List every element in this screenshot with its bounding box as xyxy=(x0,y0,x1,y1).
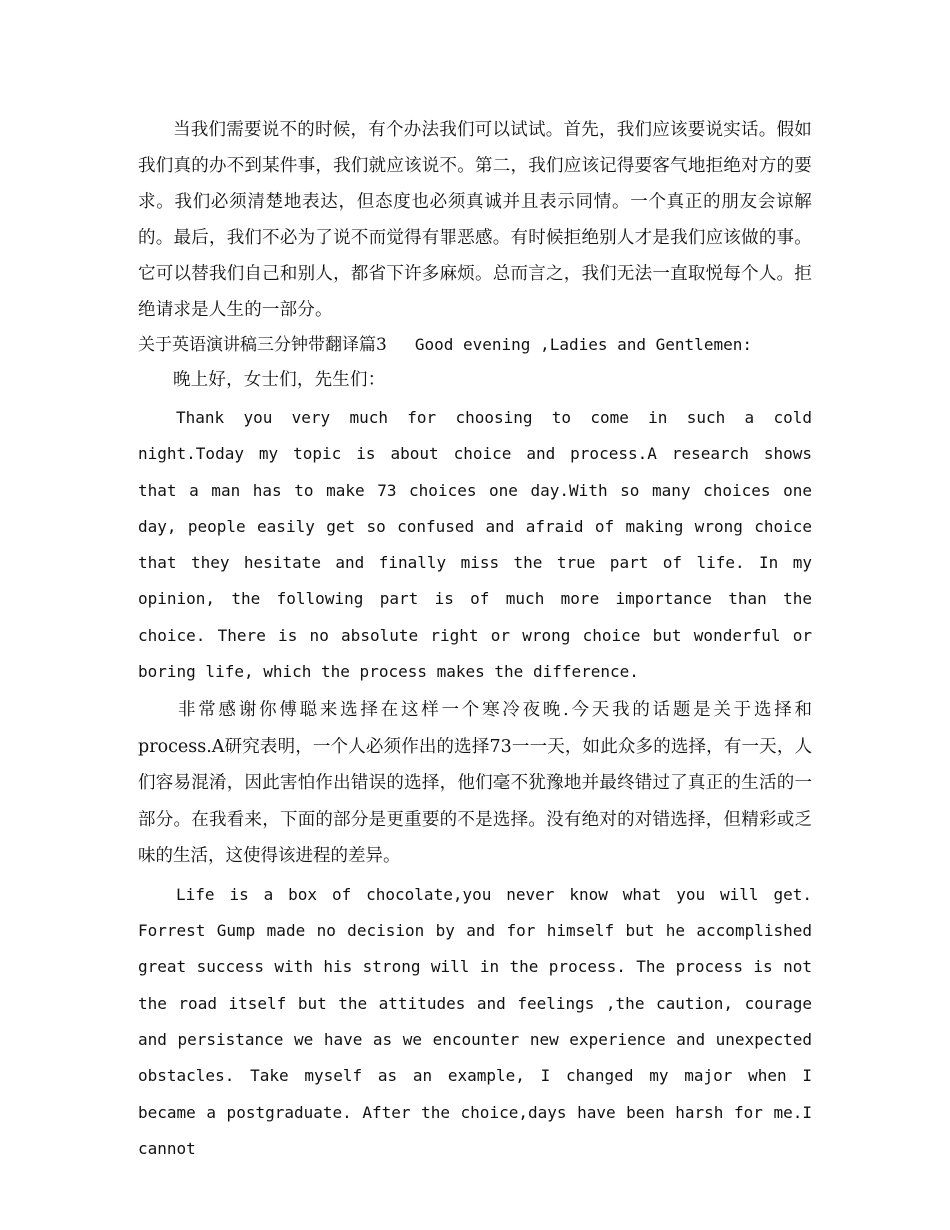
heading-en: Good evening ,Ladies and Gentlemen: xyxy=(414,335,752,354)
paragraph-zh-refusal: 当我们需要说不的时候，有个办法我们可以试试。首先，我们应该要说实话。假如我们真的办不到某件事，我们就应该说不。第二，我们应该记得要客气地拒绝对方的要求。我们必须清楚地表达，但态度也必须真诚并且表示同情。一个真正的朋友会谅解的。最后，我们不必为了说不而觉得有罪恶感。有时候拒绝别人才是我们应该做的事。它可以替我们自己和别人，都省下许多麻烦。总而言之，我们无法一直取悦每个人。拒绝请求是人生的一部分。 xyxy=(138,120,812,320)
heading-zh: 关于英语演讲稿三分钟带翻译篇3 xyxy=(138,335,387,355)
paragraph-zh-choice-translation: 非常感谢你傅聪来选择在这样一个寒冷夜晚.今天我的话题是关于选择和process.A研究表明，一个人必须作出的选择73一一天，如此众多的选择，有一天，人们容易混淆，因此害怕作出错误的选择，他们毫不犹豫地并最终错过了真正的生活的一部分。在我看来，下面的部分是更重要的不是选择。没有绝对的对错选择，但精彩或乏味的生活，这使得该进程的差异。 xyxy=(138,700,812,867)
paragraph-en-choice: Thank you very much for choosing to come in such a cold night.Today my topic is about choice and process.A research shows that a man has to make 73 choices one day.With so many choices one day, people easily get so confused and afraid of making wrong choice that they hesitate and finally miss the true part of life. In my opinion, the following part is of much more importance than the choice. There is no absolute right or wrong choice but wonderful or boring life, which the process makes the difference. xyxy=(138,408,812,682)
document-body xyxy=(138,112,812,1167)
greeting-zh: 晚上好，女士们，先生们： xyxy=(173,370,386,390)
section-heading xyxy=(138,328,812,362)
paragraph-en-process: Life is a box of chocolate,you never know what you will get. Forrest Gump made no decision by and for himself but he accomplished great success with his strong will in the process. The process is not the road itself but the attitudes and feelings ,the caution, courage and persistance we have as we encounter new experience and unexpected obstacles. Take myself as an example, I changed my major when I became a postgraduate. After the choice,days have been harsh for me.I cannot xyxy=(138,884,812,1158)
